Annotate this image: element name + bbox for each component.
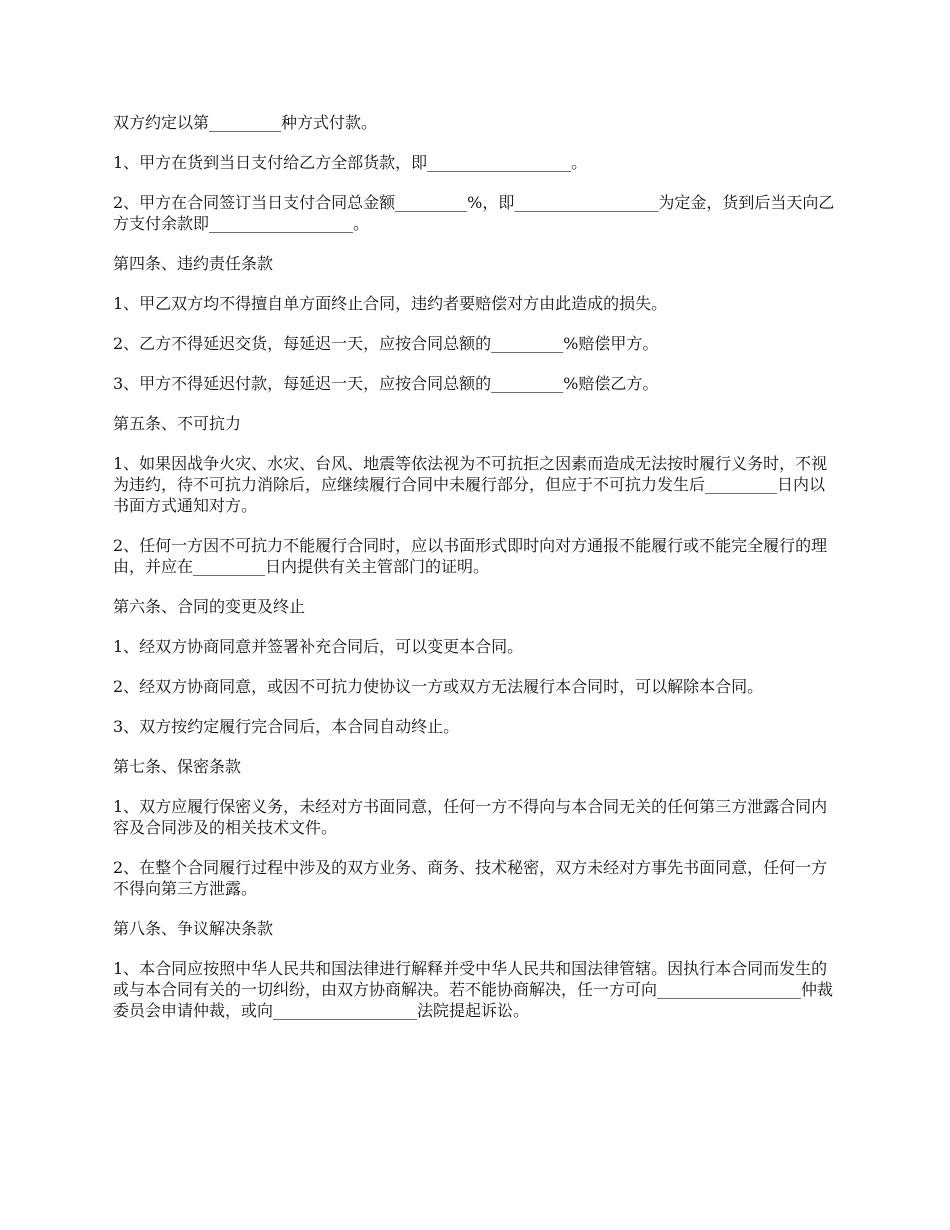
payment-clause-1: 1、甲方在货到当日支付给乙方全部货款，即__________________。 [113, 153, 588, 172]
section-heading-amendment: 第六条、合同的变更及终止 [113, 597, 306, 616]
section-heading-liability: 第四条、违约责任条款 [113, 254, 274, 273]
liability-clause-2: 2、乙方不得延迟交货，每延迟一天，应按合同总额的_________%赔偿甲方。 [113, 334, 659, 353]
payment-clause-2: 2、甲方在合同签订当日支付合同总金额_________%，即__________________为定金，货到后当天向乙方支付余款即__________________。 [113, 193, 835, 233]
amendment-clause-1: 1、经双方协商同意并签署补充合同后，可以变更本合同。 [113, 637, 524, 656]
liability-clause-3: 3、甲方不得延迟付款，每延迟一天，应按合同总额的_________%赔偿乙方。 [113, 374, 659, 393]
section-heading-confidentiality: 第七条、保密条款 [113, 757, 242, 776]
liability-clause-1: 1、甲乙双方均不得擅自单方面终止合同，违约者要赔偿对方由此造成的损失。 [113, 294, 668, 313]
force-majeure-clause-2: 2、任何一方因不可抗力不能履行合同时，应以书面形式即时向对方通报不能履行或不能完全履行的理由，并应在_________日内提供有关主管部门的证明。 [113, 536, 828, 576]
amendment-clause-2: 2、经双方协商同意，或因不可抗力使协议一方或双方无法履行本合同时，可以解除本合同。 [113, 677, 764, 696]
section-heading-dispute: 第八条、争议解决条款 [113, 919, 274, 938]
confidentiality-clause-2: 2、在整个合同履行过程中涉及的双方业务、商务、技术秘密，双方未经对方事先书面同意，任何一方不得向第三方泄露。 [113, 858, 828, 898]
payment-method-paragraph: 双方约定以第_________种方式付款。 [113, 113, 378, 132]
document-page [113, 112, 840, 1040]
section-heading-force-majeure: 第五条、不可抗力 [113, 414, 242, 433]
dispute-clause-1: 1、本合同应按照中华人民共和国法律进行解释并受中华人民共和国法律管辖。因执行本合同而发生的或与本合同有关的一切纠纷，由双方协商解决。若不能协商解决，任一方可向__________________仲裁委员会申请仲裁，或向__________________法院提起诉讼。 [113, 959, 834, 1020]
amendment-clause-3: 3、双方按约定履行完合同后，本合同自动终止。 [113, 717, 460, 736]
force-majeure-clause-1: 1、如果因战争火灾、水灾、台风、地震等依法视为不可抗拒之因素而造成无法按时履行义务时，不视为违约，待不可抗力消除后，应继续履行合同中未履行部分，但应于不可抗力发生后_________日内以书面方式通知对方。 [113, 454, 828, 515]
confidentiality-clause-1: 1、双方应履行保密义务，未经对方书面同意，任何一方不得向与本合同无关的任何第三方泄露合同内容及合同涉及的相关技术文件。 [113, 797, 828, 837]
